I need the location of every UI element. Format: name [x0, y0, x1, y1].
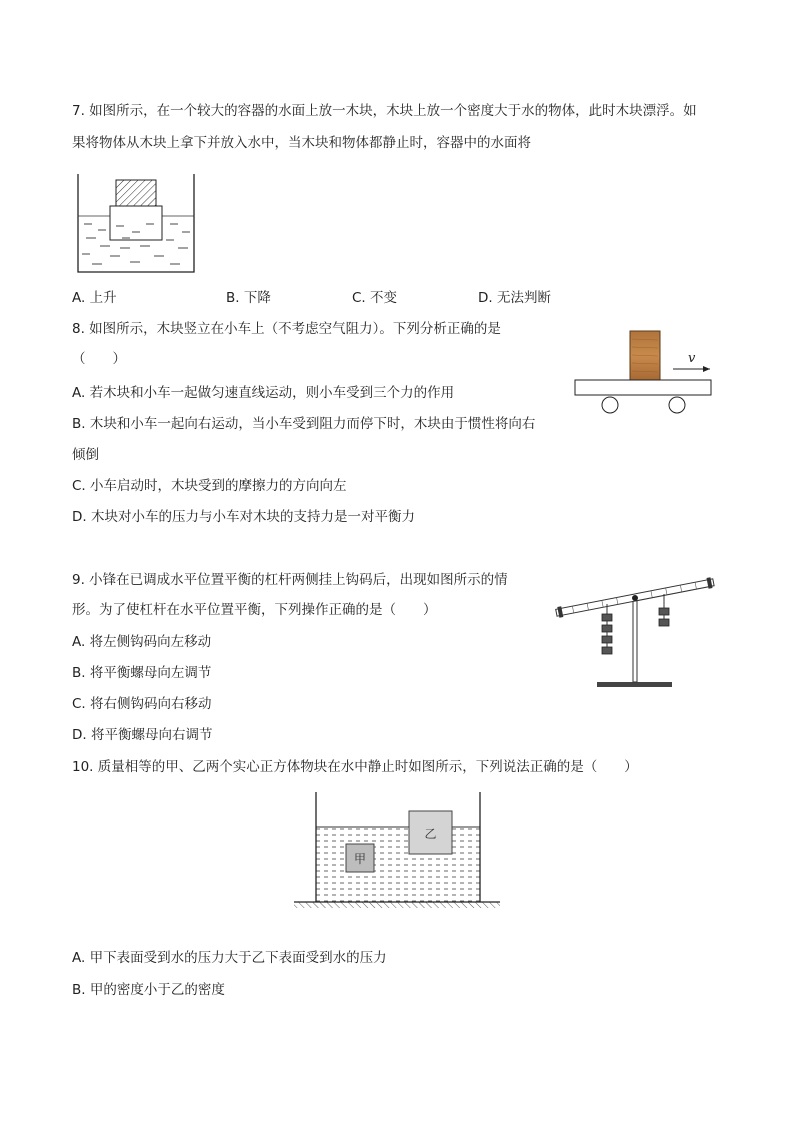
- velocity-label: v: [688, 351, 696, 366]
- q8-option-c: C. 小车启动时，木块受到的摩擦力的方向向左: [72, 478, 347, 494]
- q7-stem-line1: 7. 如图所示，在一个较大的容器的水面上放一木块，木块上放一个密度大于水的物体，此时木块漂浮。如: [72, 103, 697, 119]
- q10-stem: 10. 质量相等的甲、乙两个实心正方体物块在水中静止时如图所示，下列说法正确的是（ ）: [72, 759, 638, 775]
- q9-option-a: A. 将左侧钩码向左移动: [72, 634, 212, 650]
- q9-stem-line2: 形。为了使杠杆在水平位置平衡，下列操作正确的是（ ）: [72, 602, 437, 618]
- block-jia-label: 甲: [353, 852, 367, 866]
- q10-option-b: B. 甲的密度小于乙的密度: [72, 982, 225, 998]
- block-yi-label: 乙: [424, 827, 437, 841]
- q8-option-b-line1: B. 木块和小车一起向右运动，当小车受到阻力而停下时，木块由于惯性将向右: [72, 416, 536, 432]
- q7-option-c: C. 不变: [352, 290, 398, 306]
- q10-blocks-figure: [292, 790, 504, 915]
- q8-option-a: A. 若木块和小车一起做匀速直线运动，则小车受到三个力的作用: [72, 385, 455, 401]
- q8-stem-line2: （ ）: [72, 351, 126, 367]
- q7-container-figure: [70, 170, 200, 275]
- q9-option-c: C. 将右侧钩码向右移动: [72, 696, 212, 712]
- q7-option-a: A. 上升: [72, 290, 117, 306]
- q9-stem-line1: 9. 小锋在已调成水平位置平衡的杠杆两侧挂上钩码后，出现如图所示的情: [72, 572, 508, 588]
- q9-option-d: D. 将平衡螺母向右调节: [72, 727, 213, 743]
- q8-stem-line1: 8. 如图所示，木块竖立在小车上（不考虑空气阻力）。下列分析正确的是: [72, 321, 501, 337]
- q7-stem-line2: 果将物体从木块上拿下并放入水中，当木块和物体都静止时，容器中的水面将: [72, 135, 531, 151]
- q7-option-d: D. 无法判断: [478, 290, 551, 306]
- q10-option-a: A. 甲下表面受到水的压力大于乙下表面受到水的压力: [72, 950, 387, 966]
- q9-lever-figure: [552, 568, 727, 693]
- q8-option-d: D. 木块对小车的压力与小车对木块的支持力是一对平衡力: [72, 509, 415, 525]
- q7-option-b: B. 下降: [226, 290, 271, 306]
- q8-option-b-line2: 倾倒: [72, 447, 99, 463]
- q9-option-b: B. 将平衡螺母向左调节: [72, 665, 212, 681]
- q8-cart-figure: [570, 325, 720, 420]
